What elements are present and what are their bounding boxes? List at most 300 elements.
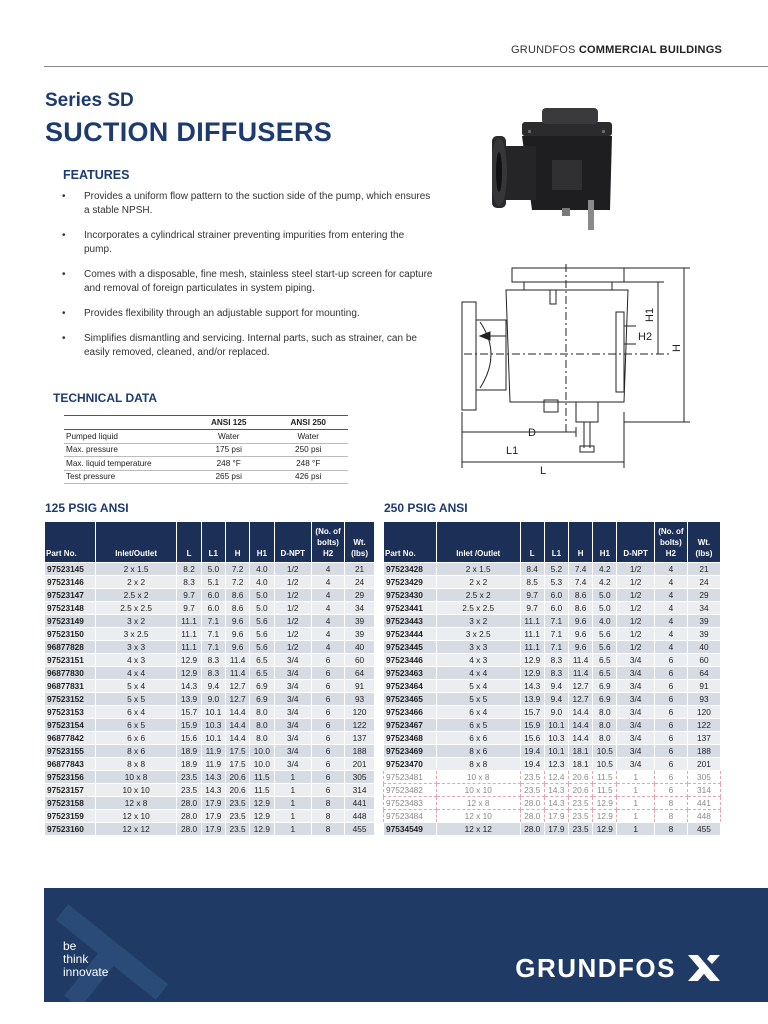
feature-item: • Comes with a disposable, fine mesh, stainless steel start-up screen for capture and removal of foreign particulates in system piping. [62, 269, 433, 294]
part-number: 96877842 [45, 732, 96, 745]
table-cell: 6 [312, 784, 345, 797]
table-cell: 15.7 [177, 706, 201, 719]
table-cell: 8.0 [593, 706, 617, 719]
table-cell: 7.1 [544, 628, 568, 641]
part-number: 97523483 [384, 797, 437, 810]
table-cell: 3/4 [274, 680, 312, 693]
column-header: (No. of bolts) H2 [312, 522, 345, 563]
table-cell: 10.0 [250, 745, 274, 758]
part-number: 97523484 [384, 810, 437, 823]
table-row [45, 784, 375, 797]
table-cell: 6 [312, 719, 345, 732]
table-cell: 11.1 [177, 628, 201, 641]
part-number: 97523430 [384, 589, 437, 602]
table-cell: 14.4 [225, 706, 249, 719]
table-cell: 9.6 [568, 641, 592, 654]
table-cell: 14.4 [568, 732, 592, 745]
table-cell: 3/4 [274, 745, 312, 758]
column-header: D-NPT [274, 522, 312, 563]
table-row [45, 576, 375, 589]
table-row [45, 719, 375, 732]
part-number: 97523155 [45, 745, 96, 758]
table-cell: 6 [654, 667, 687, 680]
table-cell: 6 x 4 [95, 706, 177, 719]
table-cell: 23.5 [568, 823, 592, 836]
part-number: 97523466 [384, 706, 437, 719]
table-row [45, 771, 375, 784]
table-cell: 11.9 [201, 745, 225, 758]
table-cell: 12.9 [593, 810, 617, 823]
label-l1: L1 [506, 445, 519, 457]
dimension-drawing [458, 262, 698, 482]
part-number: 97523160 [45, 823, 96, 836]
part-number: 97523151 [45, 654, 96, 667]
table-cell: 4 [654, 641, 687, 654]
grundfos-logo [515, 951, 724, 985]
technical-table [64, 415, 348, 484]
table-cell: 6 x 5 [95, 719, 177, 732]
table-cell: 11.4 [568, 667, 592, 680]
table-cell: 12 x 12 [95, 823, 177, 836]
table-cell: 5.1 [201, 576, 225, 589]
table-cell: 6 [654, 693, 687, 706]
table-cell: 137 [687, 732, 720, 745]
table-cell: 3 x 2.5 [95, 628, 177, 641]
part-number: 97534549 [384, 823, 437, 836]
table-cell: 8.3 [201, 667, 225, 680]
table-cell: 64 [345, 667, 375, 680]
table-row [45, 693, 375, 706]
table-cell: 3 x 2 [95, 615, 177, 628]
table-cell: 29 [687, 589, 720, 602]
column-header: H1 [593, 522, 617, 563]
features-heading: FEATURES [63, 168, 130, 182]
table-cell: 12.9 [520, 667, 544, 680]
table-cell: 5.6 [250, 615, 274, 628]
table-cell: 6 [312, 654, 345, 667]
table-cell: 9.6 [225, 628, 249, 641]
series-title: Series SD [45, 90, 134, 111]
table-cell: 9.6 [568, 615, 592, 628]
table-cell: 10.3 [201, 719, 225, 732]
table-cell: 21 [345, 563, 375, 576]
table-cell: 8.2 [177, 563, 201, 576]
table-row [384, 615, 721, 628]
table-row [384, 706, 721, 719]
part-number: 97523157 [45, 784, 96, 797]
table-cell: 20.6 [225, 784, 249, 797]
table-row [384, 680, 721, 693]
table-cell: 7.4 [568, 563, 592, 576]
table-row [384, 628, 721, 641]
table-cell: 10.1 [544, 719, 568, 732]
table-cell: 9.4 [201, 680, 225, 693]
table-cell: 6 [654, 758, 687, 771]
part-number: 97523145 [45, 563, 96, 576]
table-cell: 1 [617, 797, 654, 810]
table-cell: 6 [654, 654, 687, 667]
table-cell: 8.6 [225, 602, 249, 615]
table-cell: 6 [312, 706, 345, 719]
table-cell: 7.2 [225, 576, 249, 589]
table-cell: 2.5 x 2.5 [436, 602, 520, 615]
table-cell: 11.4 [225, 654, 249, 667]
table-row [384, 589, 721, 602]
table-cell: 4 [312, 563, 345, 576]
table-cell: 1/2 [617, 576, 654, 589]
table-cell: 1/2 [274, 641, 312, 654]
part-number: 96877828 [45, 641, 96, 654]
table-cell: 17.9 [544, 823, 568, 836]
table-cell: 455 [345, 823, 375, 836]
label-h: H [671, 344, 683, 352]
table-cell: 10 x 10 [95, 784, 177, 797]
table-cell: 14.4 [225, 719, 249, 732]
table-cell: 120 [687, 706, 720, 719]
table-cell: 29 [345, 589, 375, 602]
table-cell: 120 [345, 706, 375, 719]
table-cell: 3/4 [617, 706, 654, 719]
table-cell: 1 [274, 771, 312, 784]
table-cell: 6 [312, 680, 345, 693]
table-cell: 122 [687, 719, 720, 732]
table-cell: 20.6 [568, 771, 592, 784]
table-cell: 8 [654, 823, 687, 836]
table-cell: 1/2 [274, 576, 312, 589]
table-row [45, 758, 375, 771]
table-cell: 24 [345, 576, 375, 589]
brand-light: GRUNDFOS [511, 44, 576, 56]
table-cell: 6 x 5 [436, 719, 520, 732]
table-cell: 19.4 [520, 745, 544, 758]
part-number: 97523153 [45, 706, 96, 719]
table-cell: 8 [654, 810, 687, 823]
table-cell: 2.5 x 2.5 [95, 602, 177, 615]
table-row [384, 771, 721, 784]
table-cell: 11.5 [593, 784, 617, 797]
table-cell: 39 [345, 628, 375, 641]
table-cell: 6.9 [250, 693, 274, 706]
table-cell: 6.9 [250, 680, 274, 693]
table-cell: 5.2 [544, 563, 568, 576]
table-cell: 28.0 [520, 797, 544, 810]
table-cell: 1/2 [274, 589, 312, 602]
table-cell: 305 [687, 771, 720, 784]
part-number: 97523482 [384, 784, 437, 797]
table-cell: 3/4 [617, 680, 654, 693]
table-row [45, 797, 375, 810]
feature-item: • Provides a uniform flow pattern to the suction side of the pump, which ensures a stable NPSH. [62, 191, 431, 216]
table-cell: 3/4 [617, 667, 654, 680]
table-cell: 9.0 [201, 693, 225, 706]
table-cell: 28.0 [177, 797, 201, 810]
table-cell: 1/2 [617, 589, 654, 602]
table-row [45, 732, 375, 745]
table-cell: 201 [687, 758, 720, 771]
part-number: 97523149 [45, 615, 96, 628]
table-cell: 23.5 [568, 797, 592, 810]
table-cell: 17.9 [544, 810, 568, 823]
table-cell: 8 [312, 797, 345, 810]
table-cell: 6.0 [201, 589, 225, 602]
table-cell: 91 [345, 680, 375, 693]
column-header: Part No. [384, 522, 437, 563]
table-cell: 1/2 [274, 602, 312, 615]
table-cell: 8.0 [250, 719, 274, 732]
table-cell: 8.0 [250, 706, 274, 719]
table-cell: 23.5 [520, 784, 544, 797]
table-cell: 3 x 3 [436, 641, 520, 654]
label-h1: H1 [644, 307, 656, 322]
table-cell: 8.6 [568, 602, 592, 615]
table-cell: 8.3 [177, 576, 201, 589]
table-cell: 11.1 [177, 615, 201, 628]
table-row [384, 823, 721, 836]
table-cell: 1/2 [617, 602, 654, 615]
table-cell: 10.5 [593, 758, 617, 771]
part-number: 97523468 [384, 732, 437, 745]
table-cell: 40 [687, 641, 720, 654]
table-row [45, 589, 375, 602]
feature-item: • Simplifies dismantling and servicing. Internal parts, such as strainer, can be easily removed, cleaned, and/or replaced. [62, 333, 417, 358]
table-cell: 2 x 1.5 [95, 563, 177, 576]
column-header: H [568, 522, 592, 563]
table-cell: 8 x 6 [436, 745, 520, 758]
table-cell: 1 [617, 810, 654, 823]
table-cell: 14.4 [568, 706, 592, 719]
table-cell: 9.7 [177, 589, 201, 602]
table-cell: 19.4 [520, 758, 544, 771]
table-cell: 11.1 [520, 628, 544, 641]
table-cell: 93 [687, 693, 720, 706]
table-cell: 9.6 [225, 641, 249, 654]
grundfos-x-icon [684, 951, 724, 985]
table-cell: 5.0 [250, 602, 274, 615]
table-cell: 6 [654, 719, 687, 732]
table-cell: 9.4 [544, 680, 568, 693]
table-cell: 6 [312, 732, 345, 745]
table-cell: 2 x 1.5 [436, 563, 520, 576]
table-cell: 3/4 [617, 745, 654, 758]
table-cell: 448 [345, 810, 375, 823]
part-number: 97523154 [45, 719, 96, 732]
tech-row: Test pressure 265 psi 426 psi [64, 470, 348, 484]
table-cell: 11.1 [520, 615, 544, 628]
table-cell: 12.7 [225, 693, 249, 706]
table-cell: 5 x 4 [95, 680, 177, 693]
table-cell: 4.0 [593, 615, 617, 628]
table-cell: 10.1 [201, 706, 225, 719]
table-cell: 122 [345, 719, 375, 732]
table-cell: 8 [312, 810, 345, 823]
table-cell: 7.2 [225, 563, 249, 576]
table-cell: 3/4 [274, 732, 312, 745]
tech-col: ANSI 250 [268, 416, 348, 430]
table-cell: 10.5 [593, 745, 617, 758]
table-cell: 23.5 [225, 810, 249, 823]
tech-col: ANSI 125 [189, 416, 269, 430]
table-cell: 7.1 [201, 615, 225, 628]
table-cell: 10.0 [250, 758, 274, 771]
table-cell: 10.1 [201, 732, 225, 745]
table-cell: 18.9 [177, 758, 201, 771]
table-cell: 441 [687, 797, 720, 810]
table-cell: 3 x 3 [95, 641, 177, 654]
footer-band [44, 888, 768, 1002]
table-cell: 1/2 [617, 563, 654, 576]
column-header: L1 [201, 522, 225, 563]
table-row [45, 563, 375, 576]
table-cell: 15.9 [177, 719, 201, 732]
table-cell: 8 [312, 823, 345, 836]
table-cell: 10.1 [544, 745, 568, 758]
table-row [45, 745, 375, 758]
table-cell: 8 x 8 [95, 758, 177, 771]
column-header: H [225, 522, 249, 563]
table-cell: 17.5 [225, 745, 249, 758]
table-row [384, 641, 721, 654]
table-cell: 7.1 [201, 628, 225, 641]
column-header: Wt. (lbs) [345, 522, 375, 563]
tagline: be think innovate [63, 939, 109, 979]
table-row [384, 602, 721, 615]
table-cell: 18.1 [568, 758, 592, 771]
part-number: 97523464 [384, 680, 437, 693]
table-row [45, 641, 375, 654]
table-cell: 455 [687, 823, 720, 836]
table-cell: 6 [654, 706, 687, 719]
table-cell: 13.9 [520, 693, 544, 706]
feature-item: • Incorporates a cylindrical strainer preventing impurities from entering the pump. [62, 230, 405, 255]
table-cell: 11.4 [225, 667, 249, 680]
table-cell: 8.6 [225, 589, 249, 602]
table-cell: 8 x 6 [95, 745, 177, 758]
table-cell: 8.0 [593, 719, 617, 732]
table-cell: 4.0 [250, 563, 274, 576]
table-cell: 15.6 [520, 732, 544, 745]
table-cell: 11.5 [593, 771, 617, 784]
part-number: 97523159 [45, 810, 96, 823]
table-row [384, 654, 721, 667]
table-cell: 9.4 [544, 693, 568, 706]
part-number: 97523463 [384, 667, 437, 680]
table-cell: 12.9 [250, 797, 274, 810]
table-row [384, 693, 721, 706]
table-cell: 4.2 [593, 563, 617, 576]
table-cell: 5.6 [250, 641, 274, 654]
table-cell: 15.6 [177, 732, 201, 745]
table-cell: 23.5 [177, 771, 201, 784]
table-cell: 23.5 [225, 797, 249, 810]
part-number: 97523465 [384, 693, 437, 706]
table-cell: 28.0 [520, 823, 544, 836]
table-cell: 14.4 [568, 719, 592, 732]
part-number: 97523148 [45, 602, 96, 615]
table-cell: 4 [654, 563, 687, 576]
column-header: L1 [544, 522, 568, 563]
table-cell: 4 [654, 615, 687, 628]
column-header: (No. of bolts) H2 [654, 522, 687, 563]
table-cell: 1/2 [617, 641, 654, 654]
table-cell: 1 [617, 784, 654, 797]
table-cell: 40 [345, 641, 375, 654]
table-cell: 4.0 [250, 576, 274, 589]
part-number: 97523445 [384, 641, 437, 654]
header-brand [511, 44, 722, 56]
table-row [45, 706, 375, 719]
table-cell: 6 [312, 693, 345, 706]
tech-col [64, 416, 189, 430]
table-cell: 1/2 [274, 615, 312, 628]
table-cell: 3/4 [274, 654, 312, 667]
table-cell: 5.0 [250, 589, 274, 602]
table-cell: 7.1 [544, 615, 568, 628]
part-number: 97523158 [45, 797, 96, 810]
table-cell: 9.6 [568, 628, 592, 641]
part-number: 97523469 [384, 745, 437, 758]
table-cell: 4 [312, 615, 345, 628]
table-cell: 7.4 [568, 576, 592, 589]
table-cell: 4 [654, 602, 687, 615]
table-cell: 1/2 [617, 628, 654, 641]
part-number: 96877843 [45, 758, 96, 771]
tech-row: Pumped liquid Water Water [64, 430, 348, 444]
table-cell: 60 [687, 654, 720, 667]
part-number: 97523443 [384, 615, 437, 628]
table-cell: 6 x 6 [436, 732, 520, 745]
table-cell: 6 [312, 758, 345, 771]
tech-row: Max. pressure 175 psi 250 psi [64, 443, 348, 457]
part-number: 97523147 [45, 589, 96, 602]
table-cell: 5.0 [593, 589, 617, 602]
table-cell: 3 x 2 [436, 615, 520, 628]
table-cell: 2.5 x 2 [436, 589, 520, 602]
table-cell: 11.1 [177, 641, 201, 654]
part-number: 97523444 [384, 628, 437, 641]
brand-bold: COMMERCIAL BUILDINGS [578, 44, 722, 56]
table-cell: 17.9 [201, 823, 225, 836]
table-cell: 20.6 [568, 784, 592, 797]
column-header: Inlet/Outlet [95, 522, 177, 563]
bullet-icon: • [62, 333, 66, 344]
table-cell: 314 [345, 784, 375, 797]
table-cell: 1 [617, 771, 654, 784]
table-cell: 14.3 [544, 784, 568, 797]
table-cell: 12.9 [250, 810, 274, 823]
part-number: 97523467 [384, 719, 437, 732]
table-cell: 9.0 [544, 706, 568, 719]
table-cell: 3/4 [617, 758, 654, 771]
header-rule [44, 66, 768, 67]
label-h2: H2 [638, 331, 653, 343]
table-cell: 4 [312, 602, 345, 615]
table-cell: 3/4 [274, 758, 312, 771]
part-number: 97523152 [45, 693, 96, 706]
table-cell: 14.3 [177, 680, 201, 693]
column-header: Inlet /Outlet [436, 522, 520, 563]
part-number: 97523481 [384, 771, 437, 784]
column-header: Part No. [45, 522, 96, 563]
table-cell: 9.6 [225, 615, 249, 628]
table-cell: 448 [687, 810, 720, 823]
table-cell: 3/4 [274, 706, 312, 719]
part-number: 97523156 [45, 771, 96, 784]
table-cell: 12 x 10 [95, 810, 177, 823]
table-cell: 11.1 [520, 641, 544, 654]
table-cell: 12.9 [593, 797, 617, 810]
table-cell: 18.9 [177, 745, 201, 758]
table-cell: 8.6 [568, 589, 592, 602]
